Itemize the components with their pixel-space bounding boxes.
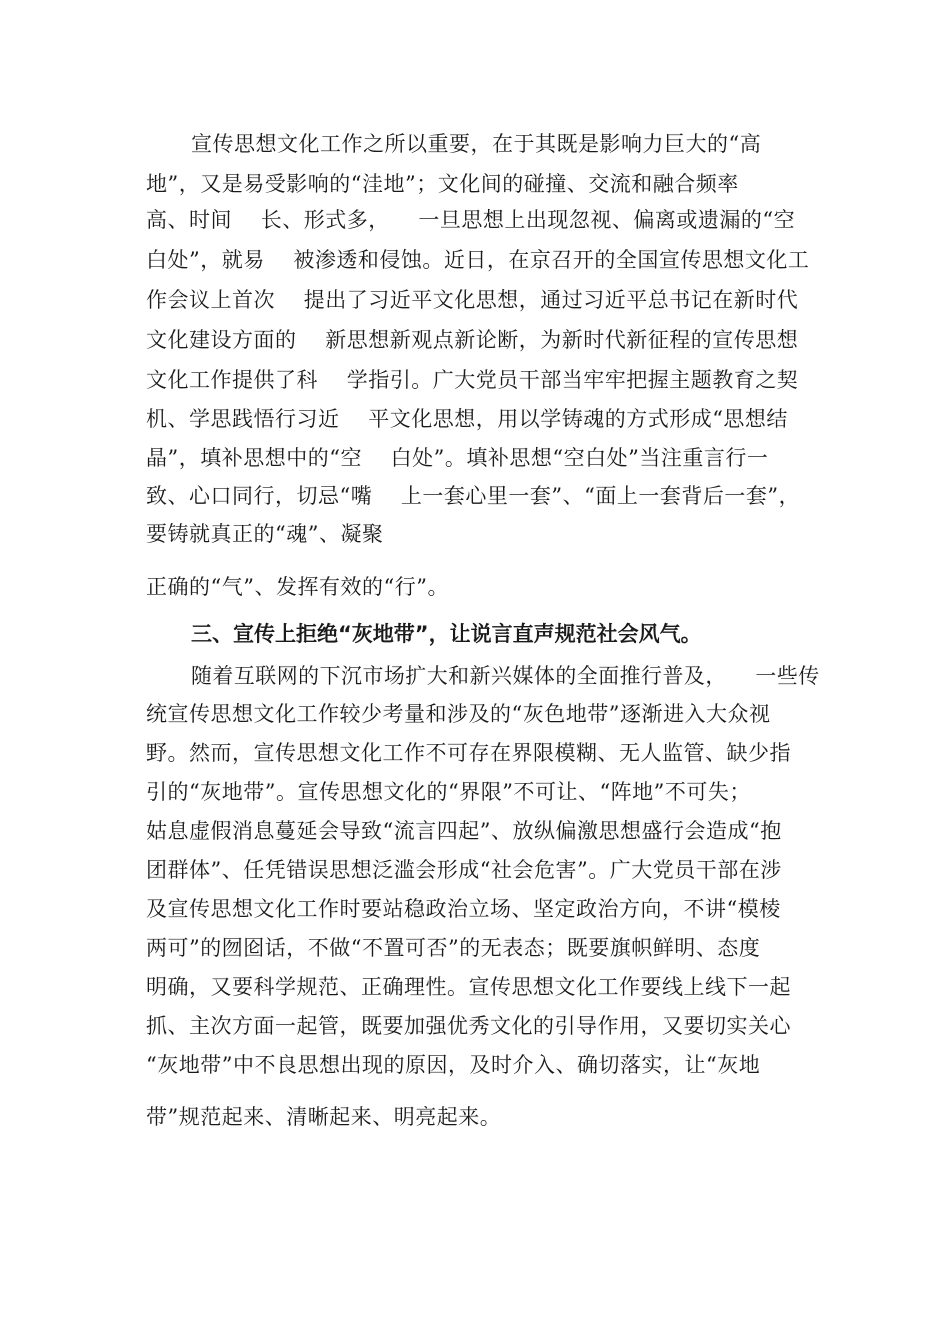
paragraph-1-line-9: 晶”，填补思想中的“空 白处”。填补思想“空白处”当注重言行一 bbox=[146, 446, 769, 470]
paragraph-2-line-10: 抓、主次方面一起管，既要加强优秀文化的引导作用，又要切实关心 bbox=[146, 1014, 791, 1038]
paragraph-1-line-6: 文化建设方面的 新思想新观点新论断，为新时代新征程的宣传思想 bbox=[146, 328, 799, 352]
paragraph-2-line-7: 及宣传思想文化工作时要站稳政治立场、坚定政治方向，不讲“模棱 bbox=[146, 897, 781, 921]
paragraph-2-line-3: 野。然而，宣传思想文化工作不可存在界限模糊、无人监管、缺少指 bbox=[146, 741, 791, 765]
paragraph-2-line-5: 姑息虚假消息蔓延会导致“流言四起”、放纵偏激思想盛行会造成“抱 bbox=[146, 819, 782, 843]
paragraph-2-line-12: 带”规范起来、清晰起来、明亮起来。 bbox=[146, 1105, 502, 1129]
paragraph-2-line-8: 两可”的囫囵话，不做“不置可否”的无表态；既要旗帜鲜明、态度 bbox=[146, 936, 761, 960]
paragraph-2-line-4: 引的“灰地带”。宣传思想文化的“界限”不可让、“阵地”不可失； bbox=[146, 780, 751, 804]
paragraph-1-line-5: 作会议上首次 提出了习近平文化思想，通过习近平总书记在新时代 bbox=[146, 288, 799, 312]
paragraph-1-line-2: 地”，又是易受影响的“洼地”；文化间的碰撞、交流和融合频率 bbox=[146, 172, 739, 196]
paragraph-2-line-1: 随着互联网的下沉市场扩大和新兴媒体的全面推行普及， 一些传 bbox=[191, 664, 820, 688]
paragraph-1-line-8: 机、学思践悟行习近 平文化思想，用以学铸魂的方式形成“思想结 bbox=[146, 407, 788, 431]
section-heading: 三、宣传上拒绝“灰地带”，让说言直声规范社会风气。 bbox=[191, 622, 702, 646]
paragraph-2-line-2: 统宣传思想文化工作较少考量和涉及的“灰色地带”逐渐进入大众视 bbox=[146, 702, 771, 726]
paragraph-1-line-1: 宣传思想文化工作之所以重要，在于其既是影响力巨大的“高 bbox=[191, 132, 762, 156]
paragraph-2-line-6: 团群体”、任凭错误思想泛滥会形成“社会危害”。广大党员干部在涉 bbox=[146, 858, 782, 882]
paragraph-2-line-9: 明确，又要科学规范、正确理性。宣传思想文化工作要线上线下一起 bbox=[146, 975, 791, 999]
paragraph-1-line-12: 正确的“气”、发挥有效的“行”。 bbox=[146, 575, 449, 599]
paragraph-1-line-3: 高、时间 长、形式多， 一旦思想上出现忽视、偏离或遗漏的“空 bbox=[146, 208, 796, 232]
paragraph-2-line-11: “灰地带”中不良思想出现的原因，及时介入、确切落实，让“灰地 bbox=[146, 1053, 761, 1077]
paragraph-1-line-10: 致、心口同行，切忌“嘴 上一套心里一套”、“面上一套背后一套”， bbox=[146, 484, 801, 508]
paragraph-1-line-11: 要铸就真正的“魂”、凝聚 bbox=[146, 522, 384, 546]
paragraph-1-line-7: 文化工作提供了科 学指引。广大党员干部当牢牢把握主题教育之契 bbox=[146, 368, 799, 392]
paragraph-1-line-4: 白处”，就易 被渗透和侵蚀。近日，在京召开的全国宣传思想文化工 bbox=[146, 248, 810, 272]
